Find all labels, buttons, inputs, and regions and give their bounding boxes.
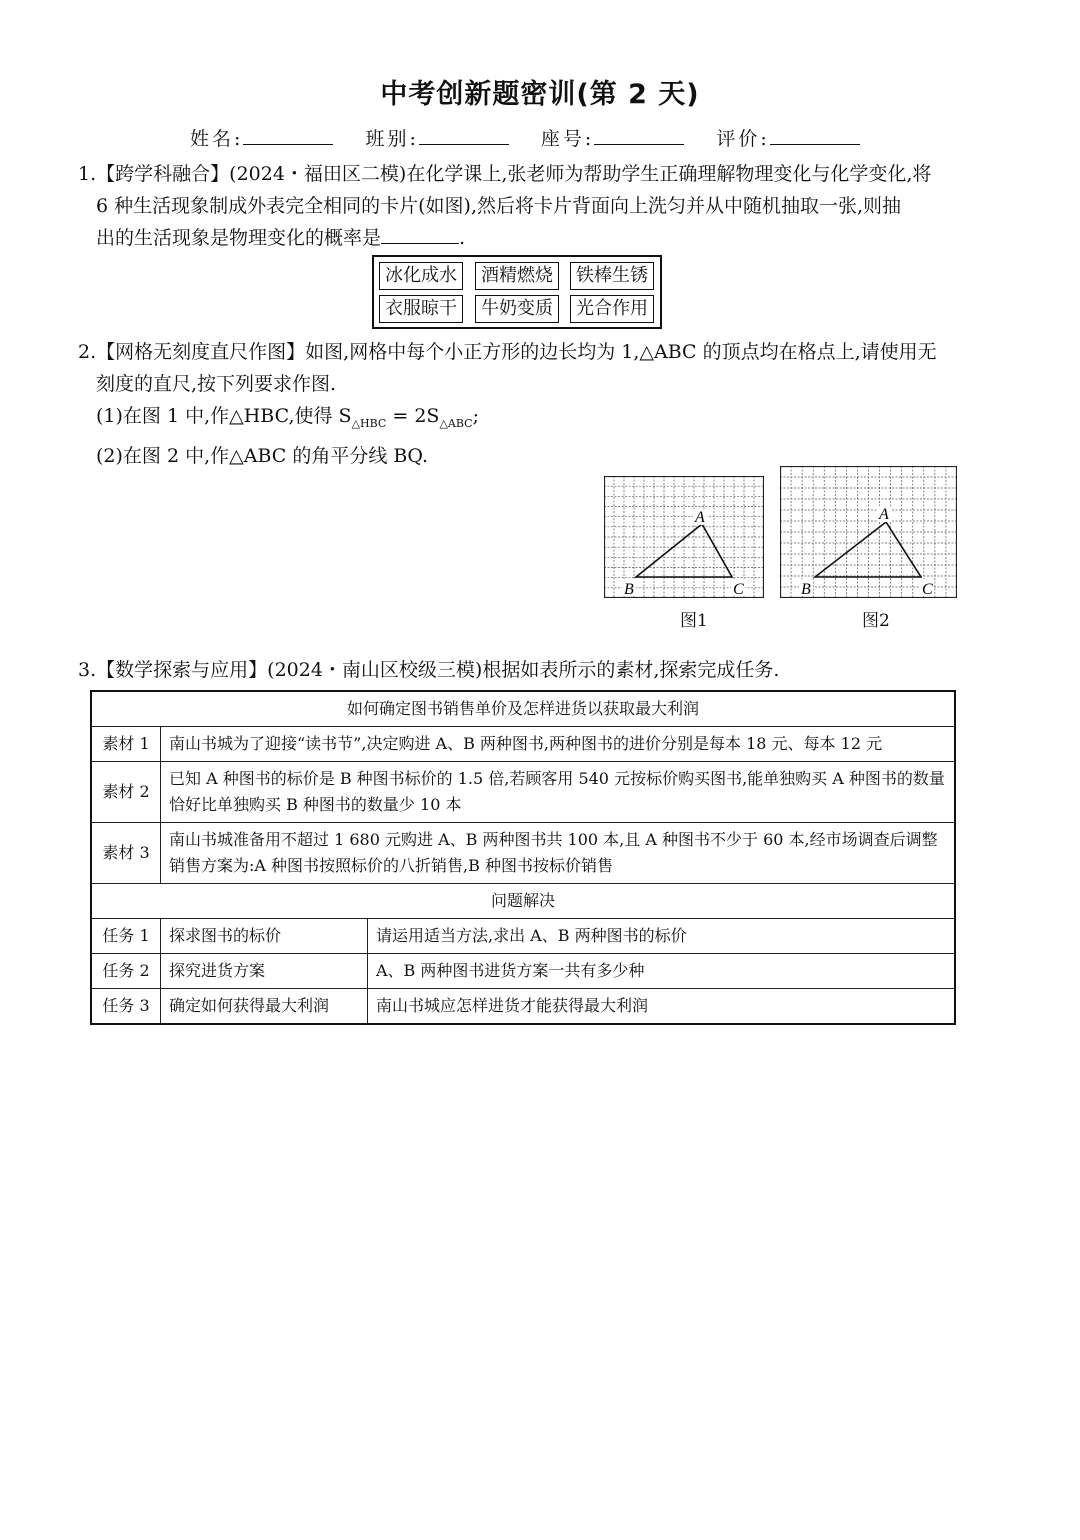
seat-label: 座号: (540, 128, 595, 150)
q1-answer-blank[interactable] (381, 223, 459, 244)
fig1-label-c: C (733, 581, 744, 598)
q3-number: 3. (78, 659, 97, 681)
task-1-label: 任务 1 (91, 919, 161, 954)
table-row (91, 823, 955, 884)
q2-part1-end: ; (472, 405, 479, 427)
figure-1-caption: 图1 (680, 611, 708, 631)
material-1-text: 南山书城为了迎接“读书节”,决定购进 A、B 两种图书,两种图书的进价分别是每本 18 元、每本 12 元 (161, 727, 956, 762)
material-3-label: 素材 3 (91, 823, 161, 884)
table-row (91, 762, 955, 823)
table-section-row (91, 884, 955, 919)
question-1 (78, 158, 968, 254)
table-section: 问题解决 (91, 884, 955, 919)
fig2-label-c: C (922, 581, 933, 598)
seat-blank[interactable] (594, 126, 684, 145)
q2-part1-mid: = 2S (386, 405, 440, 427)
q1-period: . (459, 227, 466, 249)
task-3-name: 确定如何获得最大利润 (161, 989, 368, 1025)
table-header: 如何确定图书销售单价及怎样进货以获取最大利润 (91, 691, 955, 727)
q1-line3: 出的生活现象是物理变化的概率是 (96, 227, 382, 249)
class-label: 班别: (365, 128, 419, 150)
q2-tag: 【网格无刻度直尺作图】 (96, 341, 306, 363)
page-title: 中考创新题密训(第 2 天) (380, 79, 700, 110)
table-row (91, 919, 955, 954)
student-info-row (190, 124, 886, 151)
name-blank[interactable] (243, 126, 333, 145)
material-1-label: 素材 1 (91, 727, 161, 762)
q2-line2: 刻度的直尺,按下列要求作图. (96, 373, 337, 395)
figure-2-caption: 图2 (862, 611, 890, 631)
q1-tag: 【跨学科融合】 (96, 163, 230, 185)
card-photosynthesis: 光合作用 (570, 295, 654, 323)
table-row (91, 989, 955, 1025)
task-1-desc: 请运用适当方法,求出 A、B 两种图书的标价 (368, 919, 956, 954)
name-label: 姓名: (190, 128, 244, 150)
q3-text: 根据如表所示的素材,探索完成任务. (482, 659, 780, 681)
q2-sub1: △HBC (351, 416, 387, 430)
q2-number: 2. (78, 341, 97, 363)
question-2 (78, 336, 968, 472)
card-iron-rusting: 铁棒生锈 (570, 262, 654, 290)
fig1-label-a: A (695, 509, 705, 526)
q3-tag: 【数学探索与应用】 (96, 659, 268, 681)
q3-source: (2024・南山区校级三模) (267, 659, 483, 681)
material-3-text: 南山书城准备用不超过 1 680 元购进 A、B 两种图书共 100 本,且 A 种图书不少于 60 本,经市场调查后调整销售方案为:A 种图书按照标价的八折销售,B 种图书按标价销售 (161, 823, 956, 884)
task-3-label: 任务 3 (91, 989, 161, 1025)
task-3-desc: 南山书城应怎样进货才能获得最大利润 (368, 989, 956, 1025)
q1-line1: 在化学课上,张老师为帮助学生正确理解物理变化与化学变化,将 (406, 163, 932, 185)
q2-line1: 如图,网格中每个小正方形的边长均为 1,△ABC 的顶点均在格点上,请使用无 (305, 341, 937, 363)
card-milk-spoiling: 牛奶变质 (475, 295, 559, 323)
task-2-label: 任务 2 (91, 954, 161, 989)
evaluation-blank[interactable] (770, 126, 860, 145)
evaluation-label: 评价: (716, 128, 770, 150)
q3-table (90, 690, 956, 1025)
card-clothes-drying: 衣服晾干 (379, 295, 463, 323)
figure-1-grid (604, 476, 764, 598)
question-3 (78, 654, 978, 686)
fig1-label-b: B (624, 581, 634, 598)
q1-line2: 6 种生活现象制成外表完全相同的卡片(如图),然后将卡片背面向上洗匀并从中随机抽取一张,则抽 (96, 195, 902, 217)
fig2-label-a: A (879, 506, 889, 523)
task-1-name: 探求图书的标价 (161, 919, 368, 954)
material-2-label: 素材 2 (91, 762, 161, 823)
class-blank[interactable] (419, 126, 509, 145)
table-row (91, 954, 955, 989)
q2-sub2: △ABC (439, 416, 473, 430)
q1-card-set (372, 255, 662, 329)
figure-2-grid (780, 466, 957, 598)
table-row (91, 727, 955, 762)
material-2-text: 已知 A 种图书的标价是 B 种图书标价的 1.5 倍,若顾客用 540 元按标价购买图书,能单独购买 A 种图书的数量恰好比单独购买 B 种图书的数量少 10 本 (161, 762, 956, 823)
triangle-abc-fig2 (815, 522, 921, 577)
q2-part1: (1)在图 1 中,作△HBC,使得 S (96, 405, 352, 427)
fig2-label-b: B (801, 581, 811, 598)
task-2-desc: A、B 两种图书进货方案一共有多少种 (368, 954, 956, 989)
task-2-name: 探究进货方案 (161, 954, 368, 989)
table-header-row (91, 691, 955, 727)
q1-source: (2024・福田区二模) (229, 163, 407, 185)
q1-number: 1. (78, 163, 97, 185)
card-ice-to-water: 冰化成水 (379, 262, 463, 290)
q2-part2: (2)在图 2 中,作△ABC 的角平分线 BQ. (96, 444, 429, 467)
card-alcohol-burning: 酒精燃烧 (475, 262, 559, 290)
